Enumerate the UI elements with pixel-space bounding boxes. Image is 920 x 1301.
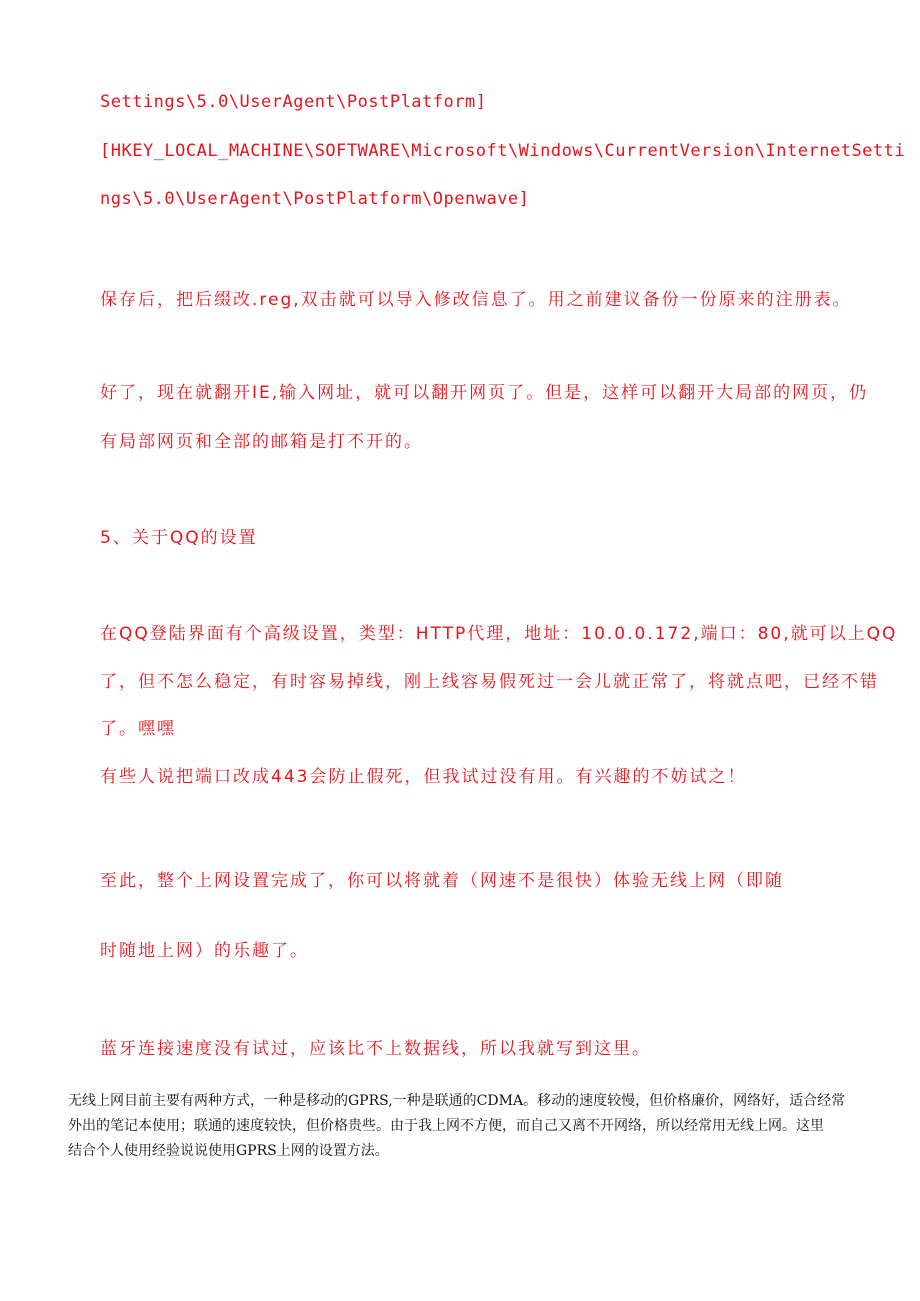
- qq-paragraph-line-1: 在QQ登陆界面有个高级设置，类型：HTTP代理，地址：10.0.0.172,端口：80,就可以上QQ: [100, 624, 898, 644]
- qq-paragraph-line-3: 了。嘿嘿: [100, 719, 176, 739]
- ie-paragraph-line-1: 好了，现在就翻开IE,输入网址，就可以翻开网页了。但是，这样可以翻开大局部的网页，仍: [100, 383, 869, 403]
- qq-paragraph-line-2: 了，但不怎么稳定，有时容易掉线，刚上线容易假死过一会儿就正常了，将就点吧，已经不错: [100, 672, 879, 692]
- intro-line-2: 外出的笔记本使用；联通的速度较快，但价格贵些。由于我上网不方便，而自己又离不开网络，所以经常用无线上网。这里: [68, 1118, 824, 1134]
- qq-port-note: 有些人说把端口改成443会防止假死，但我试过没有用。有兴趣的不妨试之！: [100, 767, 747, 787]
- intro-line-1: 无线上网目前主要有两种方式，一种是移动的GPRS,一种是联通的CDMA。移动的速度较慢，但价格廉价，网络好，适合经常: [68, 1093, 846, 1109]
- bluetooth-note: 蓝牙连接速度没有试过，应该比不上数据线，所以我就写到这里。: [100, 1039, 651, 1059]
- section-heading-qq: 5、关于QQ的设置: [100, 528, 258, 548]
- registry-line-2: [HKEY_LOCAL_MACHINE\SOFTWARE\Microsoft\Windows\CurrentVersion\InternetSetti: [100, 141, 906, 161]
- save-instruction: 保存后，把后缀改.reg,双击就可以导入修改信息了。用之前建议备份一份原来的注册表。: [100, 290, 852, 310]
- intro-line-3: 结合个人使用经验说说使用GPRS上网的设置方法。: [68, 1143, 389, 1159]
- conclusion-line-1: 至此，整个上网设置完成了，你可以将就着（网速不是很快）体验无线上网（即随: [100, 871, 784, 891]
- conclusion-line-2: 时随地上网）的乐趣了。: [100, 941, 309, 961]
- registry-line-3: ngs\5.0\UserAgent\PostPlatform\Openwave]: [100, 189, 530, 209]
- registry-line-1: Settings\5.0\UserAgent\PostPlatform]: [100, 92, 487, 112]
- ie-paragraph-line-2: 有局部网页和全部的邮箱是打不开的。: [100, 432, 423, 452]
